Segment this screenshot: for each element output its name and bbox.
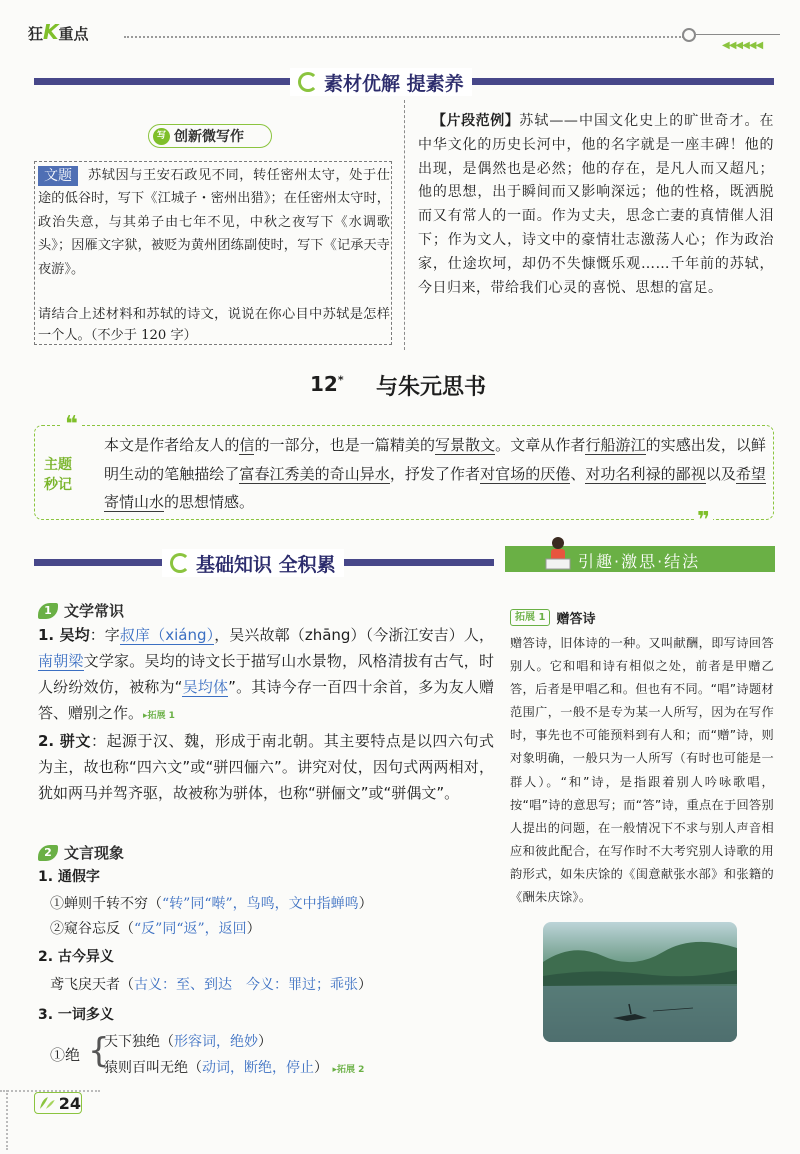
literature-head-text: 文学常识 bbox=[64, 602, 125, 620]
tongjia-text: ） bbox=[246, 921, 261, 937]
tongjia-text: ） bbox=[358, 896, 373, 912]
sample-paragraph bbox=[418, 110, 774, 300]
extension-link-2[interactable]: ▸拓展 2 bbox=[332, 1065, 365, 1075]
tongjia-note: “转”同“啭”，鸟鸣，文中指蝉鸣 bbox=[162, 896, 359, 912]
pianwen-text: ：起源于汉、魏，形成于南北朝。其主要特点是以四六句式为主，故也称“四六文”或“骈四俪六”。讲究对仗，因句式两两相对，犹如两马并驾齐驱，故被称为骈体，也称“骈俪文”或“骈偶文”。 bbox=[38, 732, 494, 802]
theme-seg: 的一部分，也是一篇精美的 bbox=[254, 436, 435, 454]
brand-suffix: 重点 bbox=[58, 25, 89, 43]
theme-seg: 的实感出发，以鲜明生动的笔触描绘了 bbox=[104, 436, 766, 483]
prompt-tag: 文题 bbox=[38, 166, 78, 186]
pen-icon: 写 bbox=[153, 128, 170, 145]
lesson-title: 与朱元思书 bbox=[376, 375, 487, 400]
section1-banner bbox=[290, 68, 472, 96]
wujun-style: 吴均体 bbox=[182, 678, 229, 696]
wujun-dynasty: 南朝梁 bbox=[38, 652, 84, 670]
brand-prefix: 狂 bbox=[28, 25, 44, 43]
theme-keyword: 写景散文 bbox=[434, 436, 496, 454]
sample-label: 【片段范例】 bbox=[432, 113, 520, 129]
creative-writing-label: 创新微写作 bbox=[174, 129, 244, 145]
literature-head bbox=[38, 600, 124, 621]
tongjia-note: “反”同“返”，返回 bbox=[134, 921, 247, 937]
brand-logo bbox=[28, 20, 89, 44]
yici-text: ） bbox=[258, 1034, 272, 1050]
header-rule bbox=[696, 34, 780, 35]
yici-text: 猿则百叫无绝（ bbox=[104, 1060, 202, 1076]
theme-keyword: 希望寄情山水 bbox=[104, 464, 766, 511]
spiral-icon bbox=[170, 553, 190, 573]
yici-item-2 bbox=[104, 1057, 364, 1077]
theme-seg: 。文章从作者 bbox=[495, 436, 586, 454]
section2-title: 基础知识 全积累 bbox=[196, 553, 336, 576]
wujun-name: 1. 吴均 bbox=[38, 626, 90, 644]
column-divider bbox=[404, 100, 405, 350]
gujin-item bbox=[50, 974, 372, 994]
wujun-seg: ，吴兴故鄣（zhāng）（今浙江安吉）人， bbox=[214, 626, 494, 644]
theme-seg: 的思想情感。 bbox=[164, 493, 255, 511]
tongjia-item-2 bbox=[50, 918, 261, 938]
header-arrows-icon: ◀◀◀◀◀◀ bbox=[722, 40, 763, 51]
prompt-text: 苏轼因与王安石政见不同，转任密州太守，处于仕途的低谷时，写下《江城子・密州出猎》；在任密州太守时，政治失意，与其弟子由七年不见，中秋之夜写下《水调歌头》；因雁文字狱，被贬为黄州团练副使时，写下《记承天寺夜游》。 bbox=[38, 168, 390, 277]
section1-title: 素材优解 提素养 bbox=[324, 72, 464, 95]
quote-open-icon: ❝ bbox=[62, 414, 81, 436]
theme-label: 主题秒记 bbox=[44, 457, 72, 493]
wujun-seg: 文学家。吴均的诗文长于描写山水景物，风格清拔有古气，时人纷纷效仿，被称为“ bbox=[38, 652, 494, 696]
gujin-head: 2. 古今异义 bbox=[38, 949, 114, 965]
prompt-requirement: 请结合上述材料和苏轼的诗文，说说在你心目中苏轼是怎样一个人。（不少于 120 字） bbox=[38, 307, 390, 343]
brace-icon: { bbox=[88, 1031, 110, 1071]
header-dotted-rule bbox=[124, 36, 684, 38]
leaf-number-icon: 1 bbox=[38, 603, 58, 619]
tongjia-item-1 bbox=[50, 893, 373, 913]
quote-close-icon: ❞ bbox=[694, 510, 713, 532]
sample-body: 苏轼——中国文化史上的旷世奇才。在中华文化的历史长河中，他的名字就是一座丰碑！他的出现，是偶然也是必然；他的存在，是凡人而又超凡；他的思想，出于瞬间而又影响深远；他的性格，既洒脱而又有常人的一面。作为丈夫，思念亡妻的真情催人泪下；作为文人，诗文中的豪情壮志激荡人心；作为政治家，仕途坎坷，却仍不失慷慨乐观……千年前的苏轼，今日归来，带给我们心灵的喜悦、思想的富足。 bbox=[418, 113, 775, 296]
literature-item-pianwen bbox=[38, 728, 494, 806]
extension-head bbox=[510, 608, 595, 627]
theme-seg: ，抒发了作者 bbox=[389, 464, 481, 483]
tongjia-text: ①蝉则千转不穷（ bbox=[50, 896, 162, 912]
theme-seg: 、 bbox=[570, 464, 586, 483]
yici-word: ①绝 bbox=[50, 1046, 81, 1064]
page-number: 24 bbox=[58, 1093, 81, 1113]
yici-note: 形容词，绝妙 bbox=[174, 1034, 258, 1050]
extension-tag: 拓展 1 bbox=[510, 609, 550, 626]
theme-seg: 以及 bbox=[705, 464, 736, 483]
wujun-courtesy: 叔庠（xiáng） bbox=[119, 626, 215, 644]
header-circle-icon bbox=[682, 28, 696, 42]
tongjia-head: 1. 通假字 bbox=[38, 869, 100, 885]
extension-text: 赠答诗，旧体诗的一种。又叫献酬，即写诗回答别人。它和唱和诗有相似之处，前者是甲赠乙答，后者是甲唱乙和。但也有不同。“唱”诗题材范围广，一般不是专为某一人所写，因为在写作时，事先也不可能预料到有人和；而“赠”诗，则对象明确，一般只为一人所写（有时也可能是一群人）。“和”诗，是指跟着别人吟咏歌唱，按“唱”诗的意思写；而“答”诗，重点在于回答别人提出的问题，在一般情况下不求与别人声音相应和彼此配合，在写作时不大考究别人诗歌的用韵形式，如朱庆馀的《闺意献张水部》和张籍的《酬朱庆馀》。 bbox=[510, 636, 774, 905]
extension-link-1[interactable]: ▸拓展 1 bbox=[143, 711, 175, 721]
sprout-icon bbox=[38, 1095, 56, 1111]
theme-keyword: 对官场的厌倦 bbox=[480, 464, 571, 483]
spiral-icon bbox=[298, 72, 318, 92]
theme-keyword: 富春江秀美的奇山异水 bbox=[239, 464, 390, 483]
river-landscape-image bbox=[543, 922, 737, 1042]
creative-writing-badge bbox=[148, 124, 272, 148]
theme-keyword: 对功名利禄的鄙视 bbox=[585, 464, 706, 483]
yici-head: 3. 一词多义 bbox=[38, 1007, 114, 1023]
yici-text: ） bbox=[314, 1060, 328, 1076]
extension-title: 赠答诗 bbox=[556, 612, 596, 627]
side-banner-text: 引趣·激思·结法 bbox=[578, 552, 701, 571]
page-badge bbox=[34, 1092, 82, 1114]
gujin-text: 鸢飞戾天者（ bbox=[50, 977, 134, 993]
wujun-seg: ”。其诗今存一百四十余首，多为友人赠答、赠别之作。 bbox=[38, 678, 494, 722]
leaf-number-icon: 2 bbox=[38, 845, 58, 861]
tongjia-text: ②窥谷忘反（ bbox=[50, 921, 134, 937]
literature-item-wujun bbox=[38, 622, 494, 729]
yici-text: 天下独绝（ bbox=[104, 1034, 174, 1050]
pianwen-name: 2. 骈文 bbox=[38, 732, 91, 750]
classical-head-text: 文言现象 bbox=[64, 844, 125, 862]
footer-dotted-vertical bbox=[6, 1090, 8, 1150]
classical-head bbox=[38, 842, 124, 863]
theme-keyword: 信 bbox=[239, 436, 255, 454]
lesson-number bbox=[310, 372, 344, 396]
gujin-text: ） bbox=[358, 977, 372, 993]
lesson-number-value: 12 bbox=[310, 372, 338, 396]
theme-seg: 本文是作者给友人的 bbox=[104, 436, 240, 454]
theme-keyword: 行船游江 bbox=[585, 436, 646, 454]
reader-figure-icon bbox=[543, 535, 573, 571]
wujun-seg: ：字 bbox=[89, 626, 120, 644]
section2-banner bbox=[162, 549, 344, 577]
yici-note: 动词，断绝，停止 bbox=[202, 1060, 314, 1076]
brand-k: K bbox=[43, 20, 59, 44]
gujin-note: 古义：至、到达 今义：罪过；乖张 bbox=[134, 977, 358, 993]
theme-text bbox=[104, 431, 766, 517]
yici-item-1 bbox=[104, 1031, 272, 1051]
lesson-mark: * bbox=[337, 373, 344, 387]
